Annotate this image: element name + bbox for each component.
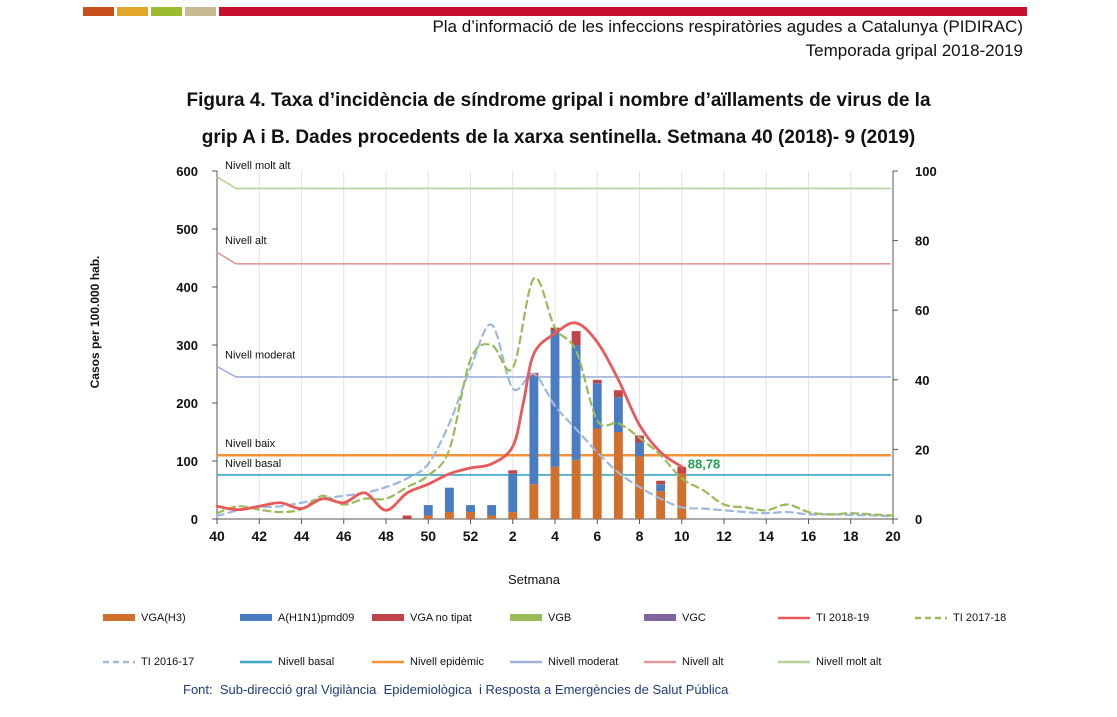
x-tick-label: 8 xyxy=(635,528,644,544)
bar-a-h1n1-pmd09 xyxy=(487,505,496,515)
x-tick-label: 14 xyxy=(758,528,775,544)
legend-swatch xyxy=(372,656,404,668)
y2-tick-label: 0 xyxy=(915,512,923,527)
legend-bar-swatch xyxy=(240,614,272,621)
legend-bar-swatch xyxy=(103,614,135,621)
legend-label: A(H1N1)pmd09 xyxy=(278,612,355,624)
x-tick-label: 2 xyxy=(508,528,517,544)
legend-swatch xyxy=(103,612,135,624)
x-tick-label: 10 xyxy=(673,528,690,544)
x-tick-label: 42 xyxy=(251,528,268,544)
legend-bar-swatch xyxy=(372,614,404,621)
bar-vga-h3- xyxy=(529,484,538,519)
bar-a-h1n1-pmd09 xyxy=(529,376,538,484)
figure-title-line1: Figura 4. Taxa d’incidència de síndrome gripal i nombre d’aïllaments de virus de la xyxy=(186,90,931,111)
y-tick-label: 0 xyxy=(190,512,198,527)
legend-swatch xyxy=(103,656,135,668)
legend-swatch xyxy=(510,656,542,668)
y2-tick-label: 100 xyxy=(915,164,937,179)
legend-bar-swatch xyxy=(644,614,676,621)
bar-a-h1n1-pmd09 xyxy=(466,505,475,512)
legend-label: VGA(H3) xyxy=(141,612,186,624)
bar-a-h1n1-pmd09 xyxy=(445,488,454,512)
threshold-label: Nivell baix xyxy=(225,438,276,451)
current-rate-label: 88,78 xyxy=(687,456,721,472)
legend-label: TI 2016-17 xyxy=(141,656,195,668)
y-axis-title: Casos per 100.000 hab. xyxy=(88,255,102,389)
legend-swatch xyxy=(778,612,810,624)
legend-item-ti-2018-19 xyxy=(778,612,869,624)
y-tick-label: 200 xyxy=(176,396,198,411)
y-tick-label: 400 xyxy=(176,280,198,295)
legend-label: VGC xyxy=(682,612,706,624)
bar-vga-h3- xyxy=(424,516,433,519)
threshold-label: Nivell molt alt xyxy=(225,159,291,172)
bar-a-h1n1-pmd09 xyxy=(551,331,560,467)
legend-item-a-h1n1-pmd09 xyxy=(240,612,354,624)
legend-item-nivell-basal xyxy=(240,656,334,668)
legend-item-ti-2016-17 xyxy=(103,656,194,668)
threshold-label: Nivell moderat xyxy=(225,349,296,362)
x-axis-title: Setmana xyxy=(507,572,561,587)
bar-a-h1n1-pmd09 xyxy=(614,397,623,432)
bar-vga-no-tipat xyxy=(508,470,517,473)
legend-label: VGA no tipat xyxy=(410,612,472,624)
bar-a-h1n1-pmd09 xyxy=(424,505,433,515)
y2-tick-label: 20 xyxy=(915,442,930,458)
x-tick-label: 6 xyxy=(593,528,602,544)
y2-tick-label: 80 xyxy=(915,233,930,249)
legend-item-vgb xyxy=(510,612,571,624)
x-tick-label: 50 xyxy=(420,528,437,544)
x-tick-label: 4 xyxy=(551,528,559,544)
threshold-nivell-alt xyxy=(217,252,891,264)
y2-tick-label: 40 xyxy=(915,372,930,388)
x-tick-label: 18 xyxy=(842,528,859,544)
legend-label: Nivell epidèmic xyxy=(410,656,484,668)
legend-swatch xyxy=(240,656,272,668)
legend-swatch xyxy=(644,656,676,668)
y-tick-label: 600 xyxy=(176,164,198,179)
y-tick-label: 300 xyxy=(176,338,198,353)
legend-swatch xyxy=(778,656,810,668)
legend-label: Nivell molt alt xyxy=(816,656,882,668)
bar-a-h1n1-pmd09 xyxy=(635,442,644,456)
bar-a-h1n1-pmd09 xyxy=(572,345,581,460)
report-title: Pla d’informació de les infeccions respiratòries agudes a Catalunya (PIDIRAC) xyxy=(432,17,1023,36)
bar-vga-h3- xyxy=(656,491,665,519)
season-subtitle: Temporada gripal 2018-2019 xyxy=(805,41,1023,60)
legend-item-nivell-alt xyxy=(644,656,724,668)
bar-vga-no-tipat xyxy=(656,481,665,484)
x-tick-label: 46 xyxy=(335,528,352,544)
bar-vga-h3- xyxy=(445,512,454,519)
bar-vga-no-tipat xyxy=(593,380,602,383)
figure-title-line2: grip A i B. Dades procedents de la xarxa sentinella. Setmana 40 (2018)- 9 (2019) xyxy=(201,127,916,148)
legend-label: VGB xyxy=(548,612,572,624)
legend-label: Nivell moderat xyxy=(548,656,619,668)
bar-vga-h3- xyxy=(508,512,517,519)
bar-vga-h3- xyxy=(593,429,602,519)
x-tick-label: 12 xyxy=(716,528,732,544)
legend-item-nivell-epid-mic xyxy=(372,656,484,668)
legend-item-vga-h3- xyxy=(103,612,186,624)
legend-item-vgc xyxy=(644,612,706,624)
bar-vga-h3- xyxy=(572,460,581,519)
x-tick-label: 16 xyxy=(800,528,817,544)
legend-item-nivell-moderat xyxy=(510,656,618,668)
bar-vga-h3- xyxy=(466,512,475,519)
legend-swatch xyxy=(644,612,676,624)
legend-bar-swatch xyxy=(510,614,542,621)
legend-label: TI 2018-19 xyxy=(816,612,870,624)
legend-item-vga-no-tipat xyxy=(372,612,472,624)
x-tick-label: 44 xyxy=(293,528,310,544)
legend-swatch xyxy=(240,612,272,624)
threshold-label: Nivell alt xyxy=(225,235,267,248)
bar-a-h1n1-pmd09 xyxy=(656,484,665,491)
y2-tick-label: 60 xyxy=(915,303,930,319)
legend-item-nivell-molt-alt xyxy=(778,656,881,668)
legend-swatch xyxy=(915,612,947,624)
chart-labels xyxy=(688,456,721,471)
bar-vga-no-tipat xyxy=(403,516,412,519)
x-tick-label: 40 xyxy=(209,528,225,544)
bar-vga-h3- xyxy=(487,516,496,519)
x-tick-label: 52 xyxy=(462,528,479,544)
legend-label: Nivell alt xyxy=(682,656,724,668)
bar-a-h1n1-pmd09 xyxy=(508,474,517,512)
threshold-nivell-molt-alt xyxy=(217,177,891,189)
chart-bars xyxy=(403,328,686,519)
y-tick-label: 500 xyxy=(176,222,198,237)
bar-vga-no-tipat xyxy=(572,331,581,345)
legend-label: Nivell basal xyxy=(278,656,335,668)
bar-vga-no-tipat xyxy=(614,390,623,397)
legend-swatch xyxy=(510,612,542,624)
threshold-label: Nivell basal xyxy=(225,457,282,470)
x-tick-label: 20 xyxy=(885,528,901,544)
legend-item-ti-2017-18 xyxy=(915,612,1006,624)
y-tick-label: 100 xyxy=(176,454,198,469)
source-note: Font: Sub-direcció gral Vigilància Epidemiològica i Resposta a Emergències de Salut Pública xyxy=(183,682,729,697)
bar-vga-h3- xyxy=(551,467,560,519)
x-tick-label: 48 xyxy=(378,528,394,544)
legend-swatch xyxy=(372,612,404,624)
legend-label: TI 2017-18 xyxy=(953,612,1007,624)
